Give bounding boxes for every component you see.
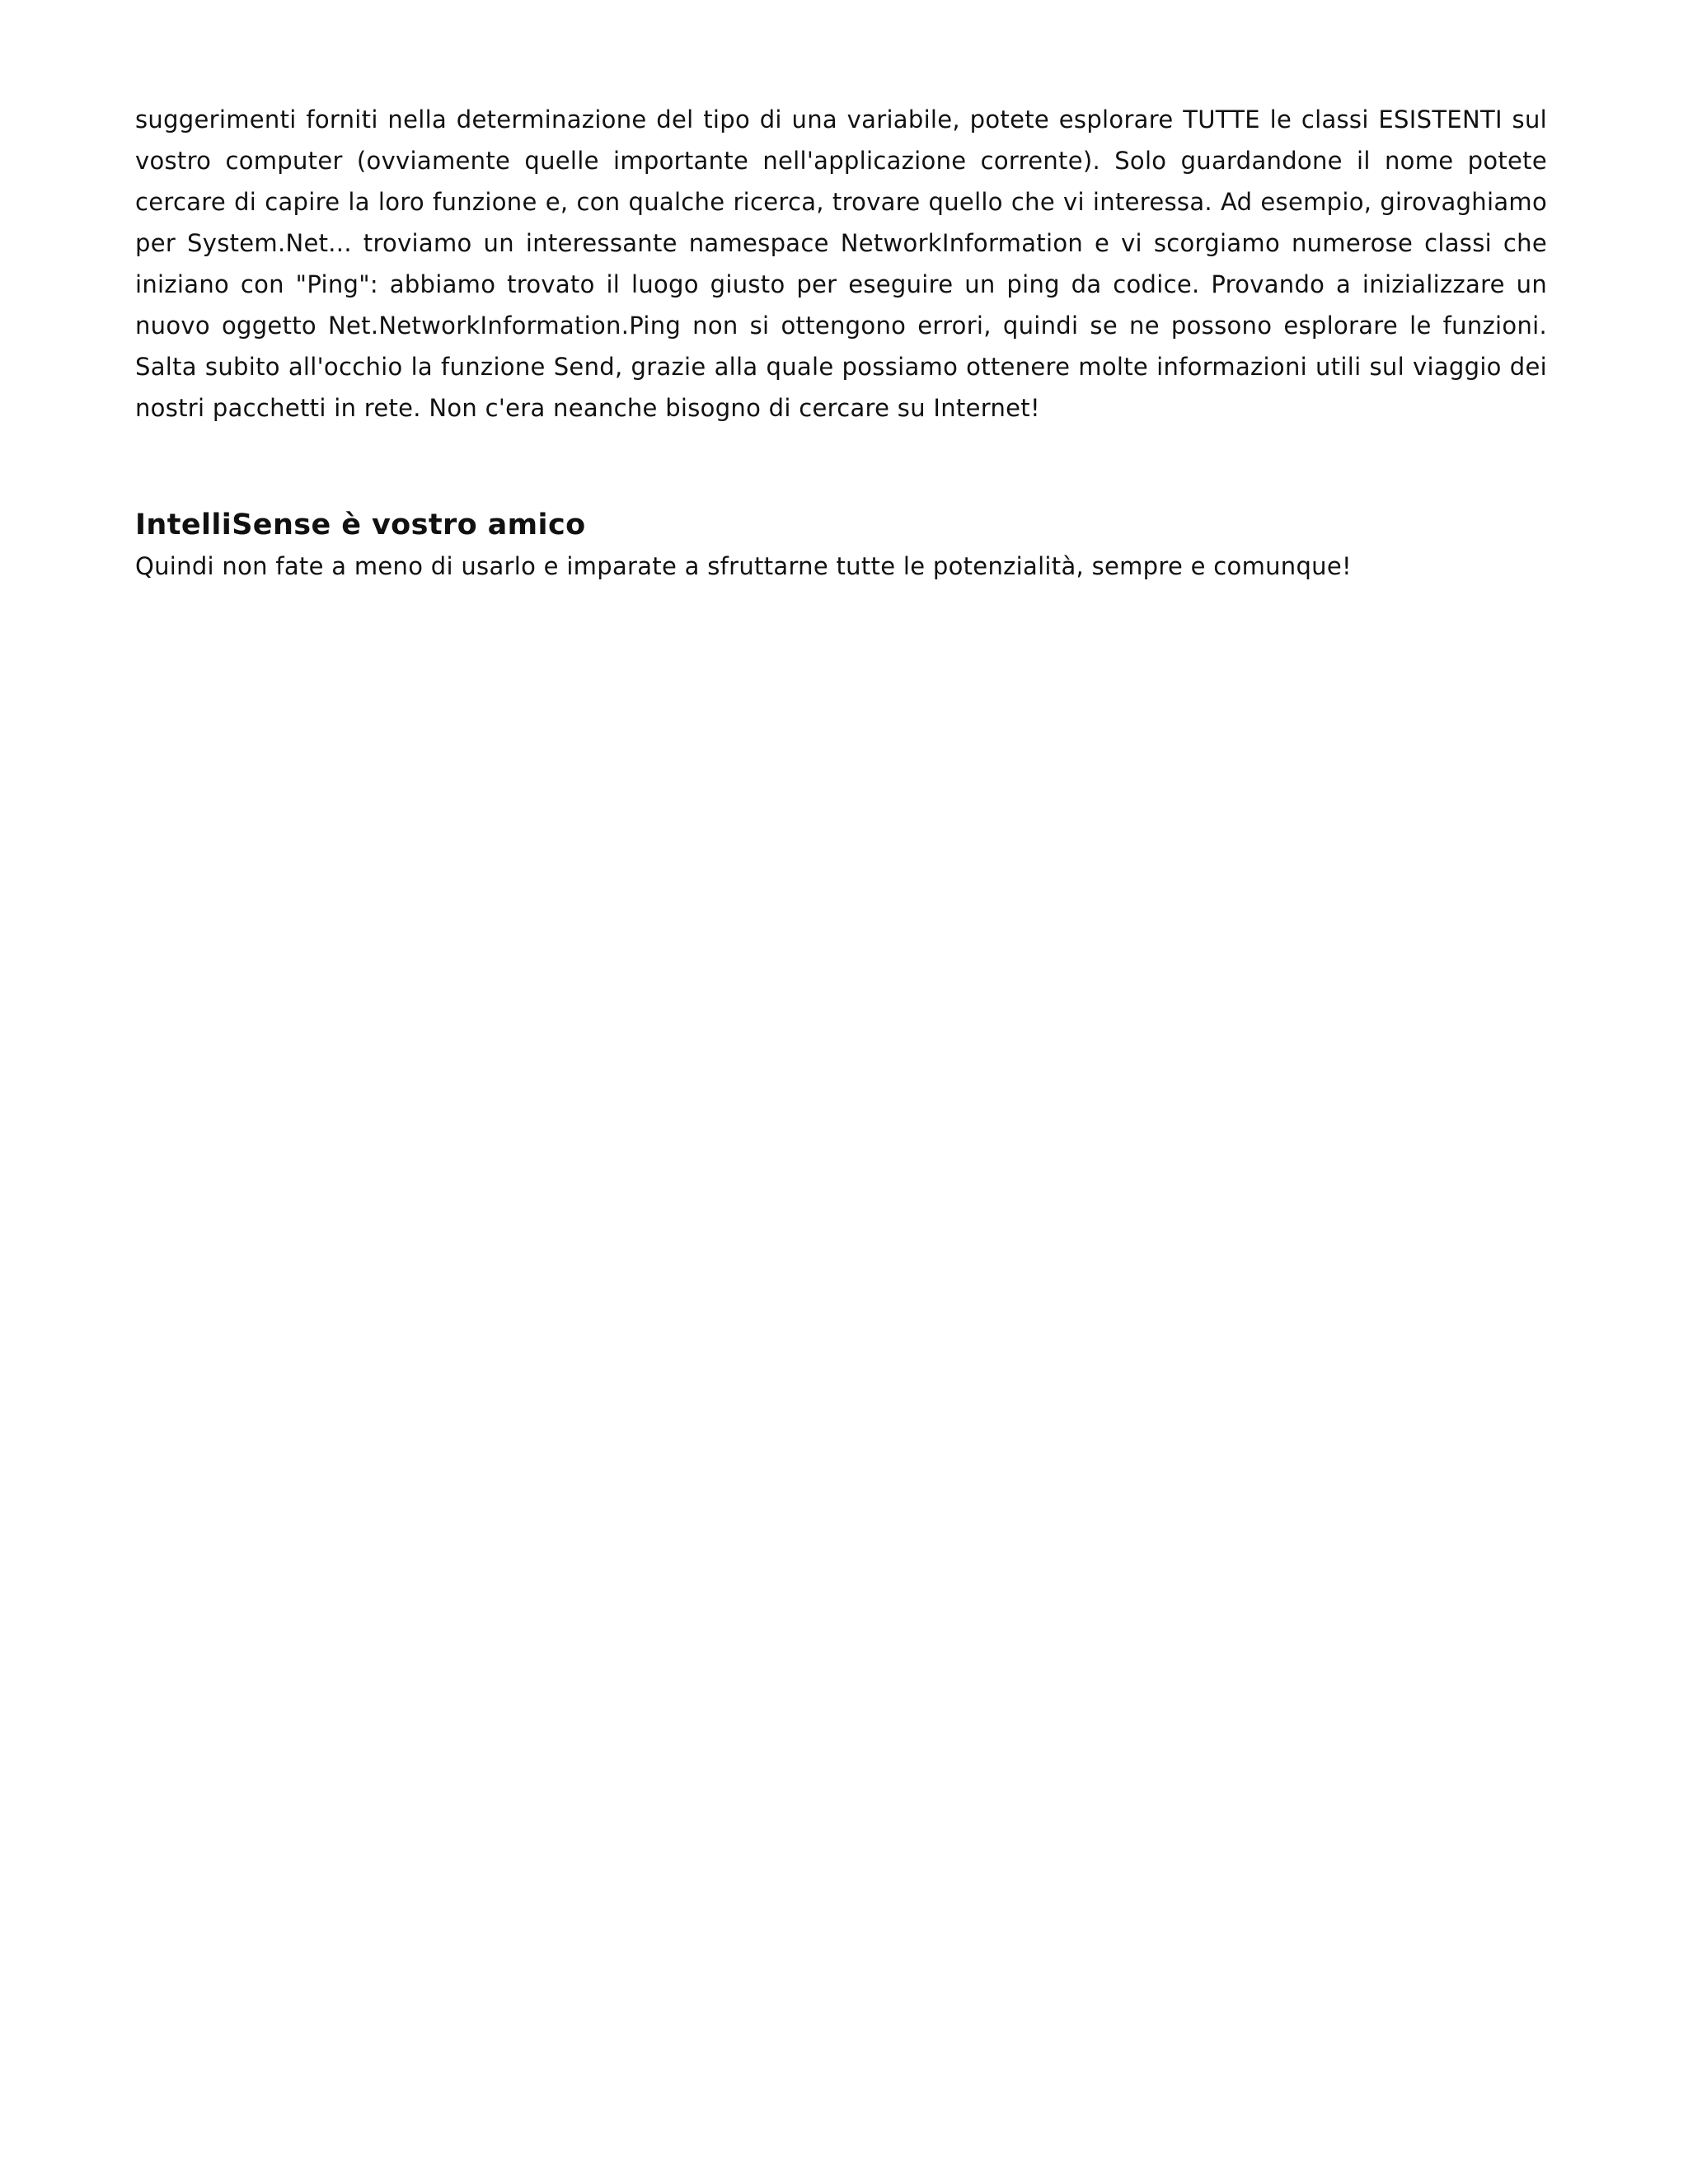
section-heading: IntelliSense è vostro amico (135, 509, 586, 541)
section-paragraph: Quindi non fate a meno di usarlo e imparate a sfruttarne tutte le potenzialità, sempre e comunque! (135, 552, 1352, 580)
document-page (135, 99, 1547, 587)
intro-paragraph: suggerimenti forniti nella determinazione del tipo di una variabile, potete esplorare TUTTE le classi ESISTENTI sul vostro computer (ovviamente quelle importante nell'applicazione corrente). Solo guardandone il nome potete cercare di capire la loro funzione e, con qualche ricerca, trovare quello che vi interessa. Ad esempio, girovaghiamo per System.Net... troviamo un interessante namespace NetworkInformation e vi scorgiamo numerose classi che iniziano con "Ping": abbiamo trovato il luogo giusto per eseguire un ping da codice. Provando a inizializzare un nuovo oggetto Net.NetworkInformation.Ping non si ottengono errori, quindi se ne possono esplorare le funzioni. Salta subito all'occhio la funzione Send, grazie alla quale possiamo ottenere molte informazioni utili sul viaggio dei nostri pacchetti in rete. Non c'era neanche bisogno di cercare su Internet! (135, 105, 1547, 422)
